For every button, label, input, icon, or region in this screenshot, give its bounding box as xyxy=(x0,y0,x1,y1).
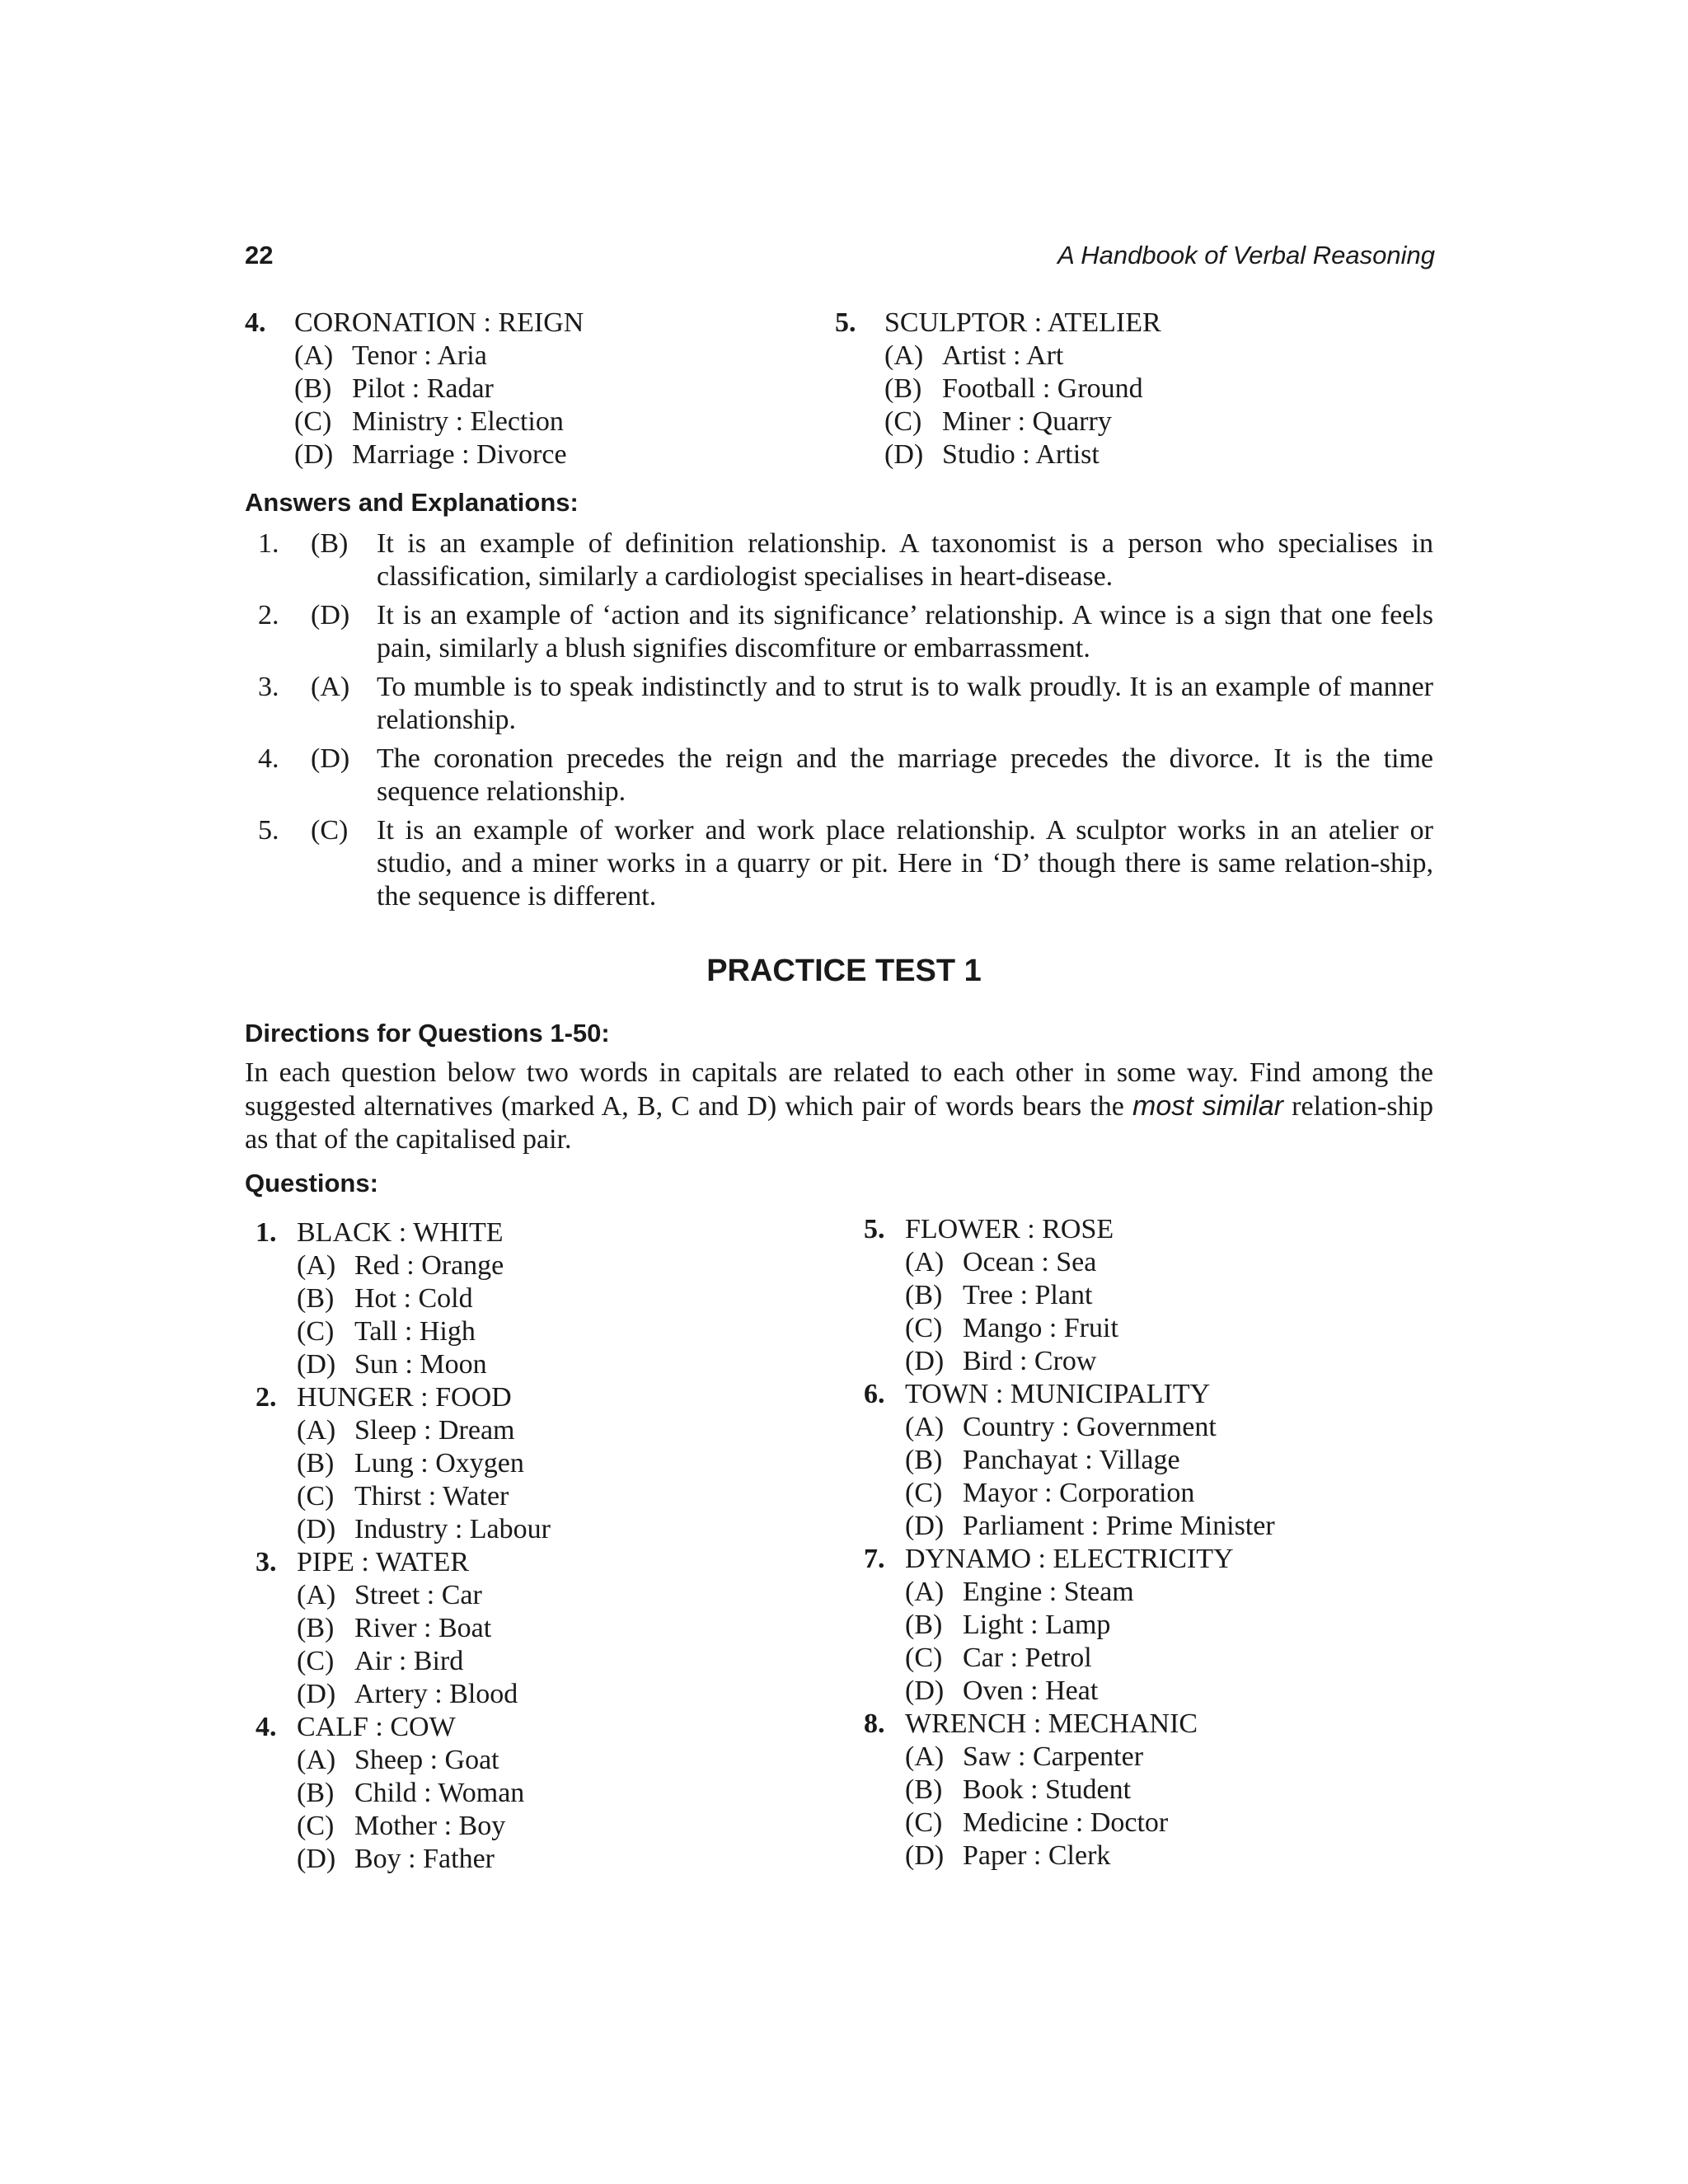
answers-heading: Answers and Explanations: xyxy=(245,488,579,517)
option-c: (C) Tall : High xyxy=(297,1316,476,1347)
practice-test-title: PRACTICE TEST 1 xyxy=(706,954,982,988)
option-a: (A) Tenor : Aria xyxy=(294,340,487,371)
option-b: (B) Lung : Oxygen xyxy=(297,1448,524,1479)
option-a: (A) Sheep : Goat xyxy=(297,1745,499,1775)
option-d: (D) Studio : Artist xyxy=(884,439,1100,470)
practice-question-2: 2. HUNGER : FOOD (A) Sleep : Dream (B) Lung : Oxygen (C) Thirst : Water (D) Industry : Labour xyxy=(256,1382,551,1544)
question-number: 5. xyxy=(835,307,856,338)
option-a: (A) Engine : Steam xyxy=(905,1577,1134,1607)
option-d: (D) Industry : Labour xyxy=(297,1514,551,1544)
practice-question-1: 1. BLACK : WHITE (A) Red : Orange (B) Hot : Cold (C) Tall : High (D) Sun : Moon xyxy=(256,1216,551,1381)
question-stem: CORONATION : REIGN xyxy=(294,307,584,338)
running-title: A Handbook of Verbal Reasoning xyxy=(1057,241,1435,269)
practice-question-8: 8. WRENCH : MECHANIC (A) Saw : Carpenter (B) Book : Student (C) Medicine : Doctor (D) Paper : Clerk xyxy=(864,1708,1275,1872)
emphasis-text: most similar xyxy=(1132,1090,1284,1122)
option-d: (D) Paper : Clerk xyxy=(905,1840,1111,1871)
practice-question-5: 5. FLOWER : ROSE (A) Ocean : Sea (B) Tree : Plant (C) Mango : Fruit (D) Bird : Crow xyxy=(864,1213,1275,1378)
question-stem: SCULPTOR : ATELIER xyxy=(884,307,1161,338)
option-b: (B) Book : Student xyxy=(905,1774,1132,1805)
questions-left-column xyxy=(256,1216,551,1876)
answers-list xyxy=(245,527,1433,919)
option-d: (D) Artery : Blood xyxy=(297,1679,518,1709)
page-number: 22 xyxy=(245,241,274,269)
answer-item: 1. (B) It is an example of definition relationship. A taxonomist is a person who specialises in classification, similarly a cardiologist specialises in heart-disease. xyxy=(258,528,1433,592)
option-c: (C) Miner : Quarry xyxy=(884,406,1112,437)
practice-question-3: 3. PIPE : WATER (A) Street : Car (B) River : Boat (C) Air : Bird (D) Artery : Blood xyxy=(256,1546,551,1711)
option-d: (D) Oven : Heat xyxy=(905,1675,1099,1706)
option-d: (D) Sun : Moon xyxy=(297,1349,487,1380)
option-b: (B) Child : Woman xyxy=(297,1778,525,1808)
option-a: (A) Saw : Carpenter xyxy=(905,1741,1144,1772)
practice-question-6: 6. TOWN : MUNICIPALITY (A) Country : Government (B) Panchayat : Village (C) Mayor : Corporation (D) Parliament : Prime Minister xyxy=(864,1379,1275,1541)
option-b: (B) Pilot : Radar xyxy=(294,373,494,404)
answer-item: 4. (D) The coronation precedes the reign and the marriage precedes the divorce. It is the time sequence relationship. xyxy=(258,743,1433,807)
option-b: (B) Light : Lamp xyxy=(905,1610,1111,1640)
directions-heading: Directions for Questions 1-50: xyxy=(245,1019,610,1047)
option-c: (C) Air : Bird xyxy=(297,1646,464,1676)
option-b: (B) Panchayat : Village xyxy=(905,1445,1180,1475)
option-b: (B) Football : Ground xyxy=(884,373,1143,404)
answer-item: 5. (C) It is an example of worker and work place relationship. A sculptor works in an atelier or studio, and a miner works in a quarry or pit. Here in ‘D’ though there is same relation-ship, the sequence is different. xyxy=(258,815,1433,912)
option-a: (A) Street : Car xyxy=(297,1580,482,1610)
practice-question-7: 7. DYNAMO : ELECTRICITY (A) Engine : Steam (B) Light : Lamp (C) Car : Petrol (D) Oven : Heat xyxy=(864,1543,1275,1708)
option-c: (C) Medicine : Doctor xyxy=(905,1807,1169,1838)
option-c: (C) Thirst : Water xyxy=(297,1481,509,1511)
option-d: (D) Parliament : Prime Minister xyxy=(905,1511,1275,1541)
option-c: (C) Mango : Fruit xyxy=(905,1313,1118,1343)
option-b: (B) Tree : Plant xyxy=(905,1280,1093,1310)
option-d: (D) Bird : Crow xyxy=(905,1346,1097,1376)
example-question-5 xyxy=(835,307,1161,471)
option-b: (B) Hot : Cold xyxy=(297,1283,473,1314)
practice-question-4: 4. CALF : COW (A) Sheep : Goat (B) Child : Woman (C) Mother : Boy (D) Boy : Father xyxy=(256,1711,551,1876)
option-d: (D) Boy : Father xyxy=(297,1844,495,1874)
option-a: (A) Sleep : Dream xyxy=(297,1415,515,1446)
questions-right-column xyxy=(864,1213,1275,1872)
option-d: (D) Marriage : Divorce xyxy=(294,439,567,470)
questions-heading: Questions: xyxy=(245,1169,378,1197)
question-number: 4. xyxy=(245,307,266,338)
option-c: (C) Mother : Boy xyxy=(297,1811,506,1841)
option-a: (A) Artist : Art xyxy=(884,340,1064,371)
option-a: (A) Red : Orange xyxy=(297,1250,504,1281)
option-a: (A) Country : Government xyxy=(905,1412,1217,1442)
option-c: (C) Ministry : Election xyxy=(294,406,564,437)
option-c: (C) Mayor : Corporation xyxy=(905,1478,1195,1508)
option-a: (A) Ocean : Sea xyxy=(905,1247,1097,1277)
answer-item: 3. (A) To mumble is to speak indistinctly and to strut is to walk proudly. It is an example of manner relationship. xyxy=(258,672,1433,735)
option-b: (B) River : Boat xyxy=(297,1613,492,1643)
example-question-4 xyxy=(245,307,584,471)
directions-text: In each question below two words in capitals are related to each other in some way. Find among the suggested alternatives (marked A, B, C and D) which pair of words bears the most similar relation-ship as that of the capitalised pair. xyxy=(245,1057,1434,1155)
option-c: (C) Car : Petrol xyxy=(905,1643,1092,1673)
answer-item: 2. (D) It is an example of ‘action and its significance’ relationship. A wince is a sign that one feels pain, similarly a blush signifies discomfiture or embarrassment. xyxy=(258,600,1433,663)
